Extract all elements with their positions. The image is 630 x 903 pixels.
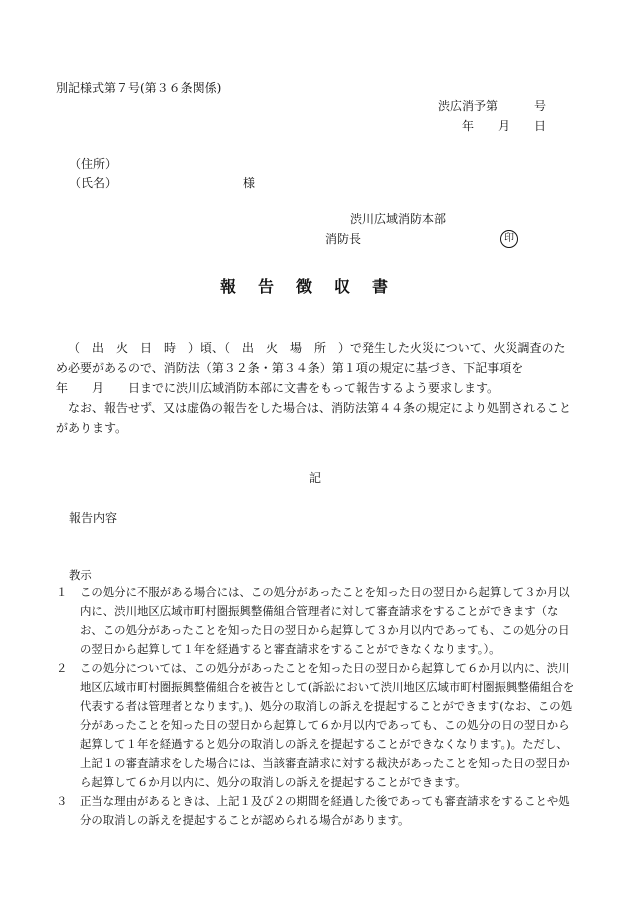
body-text xyxy=(56,338,574,438)
document-number: 渋広消予第 号 xyxy=(438,99,547,113)
form-label: 別記様式第７号(第３６条関係) xyxy=(56,81,222,95)
note-number: ３ xyxy=(56,794,68,808)
notes-heading: 教示 xyxy=(69,568,92,582)
address-label: （住所） xyxy=(69,157,118,171)
ki-heading: 記 xyxy=(308,471,321,485)
note-item xyxy=(56,583,578,659)
honorific: 様 xyxy=(243,176,256,190)
note-text: この処分に不服がある場合には、この処分があったことを知った日の翌日から起算して３か月以内に、渋川地区広域市町村圏振興整備組合管理者に対して審査請求をすることができます（なお、この処分があったことを知った日の翌日から起算して３か月以内であっても、この処分の日の翌日から起算して１年を経過すると審査請求をすることができなくなります。）。 xyxy=(80,585,570,656)
document-date: 年 月 日 xyxy=(462,119,547,133)
notes-list xyxy=(56,583,578,830)
sender-title: 消防長 xyxy=(325,232,362,246)
note-item xyxy=(56,659,578,792)
note-item xyxy=(56,792,578,830)
report-content-label: 報告内容 xyxy=(69,511,118,525)
note-number: ２ xyxy=(56,661,68,675)
body-paragraph-1: （ 出 火 日 時 ）頃、（ 出 火 場 所 ）で発生した火災について、火災調査のため必要があるので、消防法（第３２条・第３４条）第１項の規定に基づき、下記事項を 年 月 日までに渋川広域消防本部に文書をもって報告するよう要求します。 xyxy=(56,341,572,395)
note-text: 正当な理由があるときは、上記１及び２の期間を経過した後であっても審査請求をすることや処分の取消しの訴えを提起することが認められる場合があります。 xyxy=(80,794,570,827)
sender-organization: 渋川広域消防本部 xyxy=(350,212,447,226)
document-title: 報告徴収書 xyxy=(219,277,410,296)
note-text: この処分については、この処分があったことを知った日の翌日から起算して６か月以内に、渋川地区広域市町村圏振興整備組合を被告として(訴訟において渋川地区広域市町村圏振興整備組合を代表する者は管理者となります。)、処分の取消しの訴えを提起することができます(なお、この処分があったことを知った日の翌日から起算して６か月以内であっても、この処分の日の翌日から起算して１年を経過すると処分の取消しの訴えを提起することができなくなります。)。ただし、上記１の審査請求をした場合には、当該審査請求に対する裁決があったことを知った日の翌日から起算して６か月以内に、処分の取消しの訴えを提起することができます。 xyxy=(80,661,575,789)
body-paragraph-2: なお、報告せず、又は虚偽の報告をした場合は、消防法第４４条の規定により処罰されることがあります。 xyxy=(56,401,572,435)
note-number: １ xyxy=(56,585,68,599)
seal-stamp: 印 xyxy=(500,230,518,248)
name-label: （氏名） xyxy=(69,176,118,190)
